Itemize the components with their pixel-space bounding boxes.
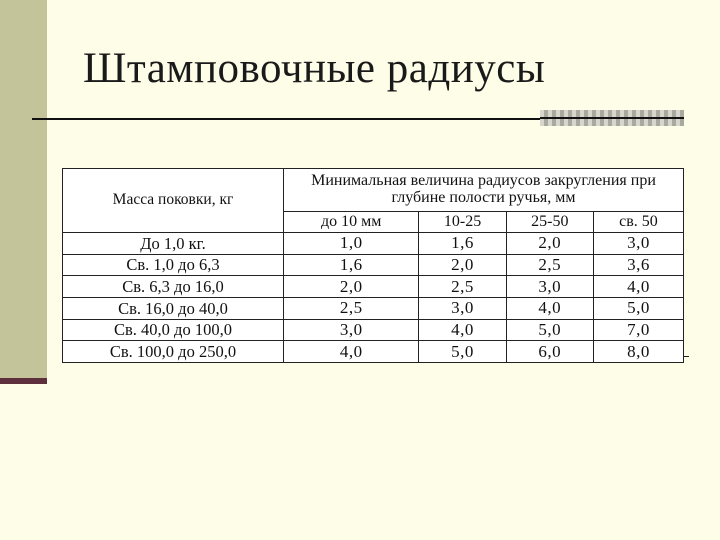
radius-cell: 3,0 xyxy=(419,297,506,319)
radius-cell: 2,5 xyxy=(284,297,419,319)
depth-header-1: до 10 мм xyxy=(284,212,419,233)
depth-header-3: 25-50 xyxy=(506,212,593,233)
radius-cell: 4,0 xyxy=(506,297,593,319)
radius-cell: 3,0 xyxy=(284,319,419,341)
radius-cell: 1,6 xyxy=(284,254,419,276)
radius-cell: 3,0 xyxy=(506,276,593,298)
radius-table xyxy=(62,168,684,363)
table-row xyxy=(63,254,684,276)
table-row xyxy=(63,276,684,298)
radius-group-header: Минимальная величина радиусов закругления при глубине полости ручья, мм xyxy=(284,169,684,212)
slide-title: Штамповочные радиусы xyxy=(83,45,546,92)
radius-cell: 5,0 xyxy=(419,341,506,363)
depth-header-2: 10-25 xyxy=(419,212,506,233)
radius-cell: 8,0 xyxy=(593,341,683,363)
radius-cell: 2,0 xyxy=(506,233,593,255)
depth-header-4: св. 50 xyxy=(593,212,683,233)
radius-cell: 7,0 xyxy=(593,319,683,341)
table-row xyxy=(63,341,684,363)
title-divider-pattern xyxy=(540,110,684,126)
radius-cell: 1,0 xyxy=(284,233,419,255)
slide-side-bar xyxy=(0,0,47,383)
radius-cell: 4,0 xyxy=(593,276,683,298)
radius-cell: 4,0 xyxy=(419,319,506,341)
table-row xyxy=(63,319,684,341)
mass-cell: Св. 1,0 до 6,3 xyxy=(63,254,284,276)
radius-cell: 5,0 xyxy=(506,319,593,341)
radius-cell: 3,0 xyxy=(593,233,683,255)
radius-cell: 5,0 xyxy=(593,297,683,319)
table-edge-mark xyxy=(683,356,689,357)
mass-column-header xyxy=(63,169,284,233)
radius-cell: 4,0 xyxy=(284,341,419,363)
table-row xyxy=(63,297,684,319)
mass-cell: Св. 16,0 до 40,0 xyxy=(63,297,284,319)
mass-cell: Св. 40,0 до 100,0 xyxy=(63,319,284,341)
slide-side-accent xyxy=(0,378,47,384)
radius-cell: 2,5 xyxy=(506,254,593,276)
radius-cell: 2,0 xyxy=(284,276,419,298)
radius-cell: 1,6 xyxy=(419,233,506,255)
radius-table-container xyxy=(62,168,684,363)
radius-cell: 3,6 xyxy=(593,254,683,276)
radius-cell: 6,0 xyxy=(506,341,593,363)
radius-cell: 2,0 xyxy=(419,254,506,276)
mass-cell: Св. 100,0 до 250,0 xyxy=(63,341,284,363)
radius-cell: 2,5 xyxy=(419,276,506,298)
mass-header-text: Масса поковки, кг xyxy=(112,191,234,209)
title-divider xyxy=(32,118,540,120)
mass-cell: Св. 6,3 до 16,0 xyxy=(63,276,284,298)
mass-cell: До 1,0 кг. xyxy=(63,233,284,255)
table-row xyxy=(63,233,684,255)
